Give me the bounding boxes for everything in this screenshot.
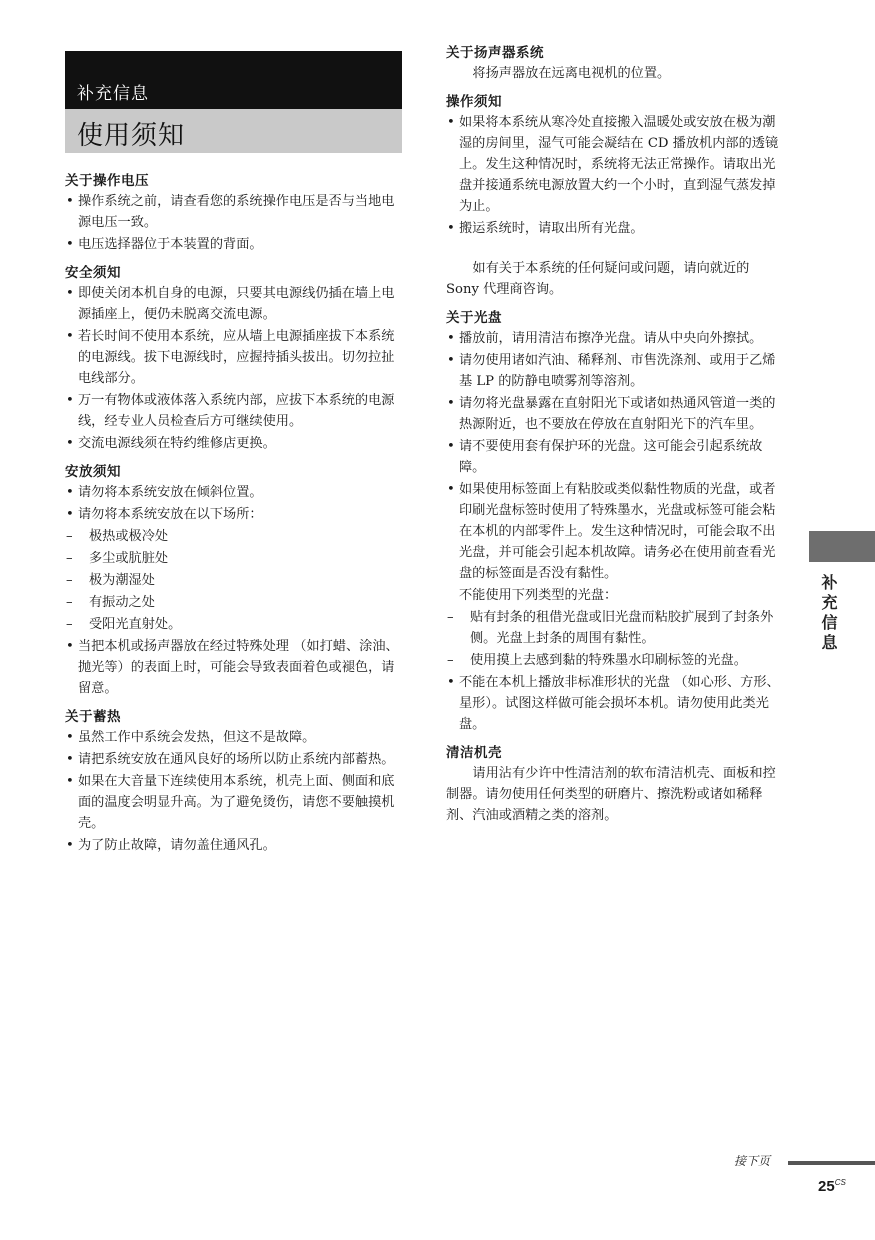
list-item: • 即使关闭本机自身的电源，只要其电源线仍插在墙上电源插座上，便仍未脱离交流电源。 xyxy=(65,283,403,325)
left-column xyxy=(65,171,403,857)
list-item: • 播放前，请用清洁布擦净光盘。请从中央向外擦拭。 xyxy=(446,328,786,349)
sub-list-item: – 使用摸上去感到黏的特殊墨水印刷标签的光盘。 xyxy=(446,650,786,671)
list-item: • 交流电源线须在特约维修店更换。 xyxy=(65,433,403,454)
sub-list-item: – 极热或极冷处 xyxy=(65,526,403,547)
list-item: • 请把系统安放在通风良好的场所以防止系统内部蓄热。 xyxy=(65,749,403,770)
cleaning-text: 请用沾有少许中性清洁剂的软布清洁机壳、面板和控制器。请勿使用任何类型的研磨片、擦洗粉或诸如稀释剂、汽油或酒精之类的溶剂。 xyxy=(446,766,776,823)
list-item: • 如果将本系统从寒冷处直接搬入温暖处或安放在极为潮湿的房间里，湿气可能会凝结在 CD 播放机内部的透镜上。发生这种情况时，系统将无法正常操作。请取出光盘并接通系统电源放置大约一个小时，直到湿气蒸发掉为止。 xyxy=(446,112,786,217)
list-item: • 万一有物体或液体落入系统内部，应拔下本系统的电源线，经专业人员检查后方可继续使用。 xyxy=(65,390,403,432)
operation-heading: 操作须知 xyxy=(446,94,502,110)
section-label: 补充信息 xyxy=(77,84,149,104)
cleaning-heading: 清洁机壳 xyxy=(446,745,502,761)
continued-rule xyxy=(788,1161,875,1165)
section-header-band xyxy=(65,51,402,153)
list-item: • 请勿将光盘暴露在直射阳光下或诸如热通风管道一类的热源附近，也不要放在停放在直射阳光下的汽车里。 xyxy=(446,393,786,435)
page-title: 使用须知 xyxy=(77,121,186,151)
safety-list xyxy=(65,283,403,454)
speaker-heading: 关于扬声器系统 xyxy=(446,45,544,61)
discs-heading: 关于光盘 xyxy=(446,310,502,326)
sub-list-item: – 有振动之处 xyxy=(65,592,403,613)
side-tab-label: 补充信息 xyxy=(819,574,838,654)
continued-label: 接下页 xyxy=(734,1154,771,1168)
speaker-text: 将扬声器放在远离电视机的位置。 xyxy=(472,66,671,81)
contact-note: 如有关于本系统的任何疑问或问题，请向就近的 Sony 代理商咨询。 xyxy=(446,261,750,297)
side-tab-marker xyxy=(809,531,875,562)
list-item: • 不能在本机上播放非标准形状的光盘 （如心形、方形、星形）。试图这样做可能会损坏本机。请勿使用此类光盘。 xyxy=(446,672,786,735)
list-item: • 若长时间不使用本系统，应从墙上电源插座拔下本系统的电源线。拔下电源线时，应握持插头拔出。切勿拉扯电线部分。 xyxy=(65,326,403,389)
section-label-bar xyxy=(65,51,402,109)
list-item: • 为了防止故障，请勿盖住通风孔。 xyxy=(65,835,403,856)
page-title-bar xyxy=(65,109,402,153)
placement-list xyxy=(65,482,403,699)
page-number-suffix: CS xyxy=(834,1178,846,1187)
list-item: • 搬运系统时，请取出所有光盘。 xyxy=(446,218,786,239)
list-item: • 如果使用标签面上有粘胶或类似黏性物质的光盘，或者印刷光盘标签时使用了特殊墨水，光盘或标签可能会粘在本机的内部零件上。发生这种情况时，可能会取不出光盘，并可能会引起本机故障。请务必在使用前查看光盘的标签面是否没有黏性。 xyxy=(446,479,786,584)
list-item: • 请勿将本系统安放在倾斜位置。 xyxy=(65,482,403,503)
list-item: • 电压选择器位于本装置的背面。 xyxy=(65,234,403,255)
list-item: • 当把本机或扬声器放在经过特殊处理 （如打蜡、涂油、抛光等）的表面上时，可能会导致表面着色或褪色，请留意。 xyxy=(65,636,403,699)
list-item: • 请不要使用套有保护环的光盘。这可能会引起系统故障。 xyxy=(446,436,786,478)
list-item-continuation: 不能使用下列类型的光盘： xyxy=(459,588,618,603)
list-item: • 虽然工作中系统会发热，但这不是故障。 xyxy=(65,727,403,748)
list-item: • 请勿使用诸如汽油、稀释剂、市售洗涤剂、或用于乙烯基 LP 的防静电喷雾剂等溶剂。 xyxy=(446,350,786,392)
operation-list xyxy=(446,112,786,239)
placement-heading: 安放须知 xyxy=(65,464,121,480)
voltage-heading: 关于操作电压 xyxy=(65,173,149,189)
sub-list-item: – 贴有封条的租借光盘或旧光盘而粘胶扩展到了封条外侧。光盘上封条的周围有黏性。 xyxy=(446,607,786,649)
heat-list xyxy=(65,727,403,856)
sub-list-item: – 受阳光直射处。 xyxy=(65,614,403,635)
page-number xyxy=(818,1178,846,1195)
safety-heading: 安全须知 xyxy=(65,265,121,281)
sub-list-item: – 多尘或肮脏处 xyxy=(65,548,403,569)
discs-list xyxy=(446,328,786,735)
right-column xyxy=(446,43,786,826)
heat-heading: 关于蓄热 xyxy=(65,709,121,725)
sub-list-item: – 极为潮湿处 xyxy=(65,570,403,591)
list-item: • 操作系统之前，请查看您的系统操作电压是否与当地电源电压一致。 xyxy=(65,191,403,233)
list-item: • 请勿将本系统安放在以下场所： xyxy=(65,504,403,525)
voltage-list xyxy=(65,191,403,255)
page-number-value: 25 xyxy=(818,1178,835,1195)
list-item: • 如果在大音量下连续使用本系统，机壳上面、侧面和底面的温度会明显升高。为了避免烫伤，请您不要触摸机壳。 xyxy=(65,771,403,834)
